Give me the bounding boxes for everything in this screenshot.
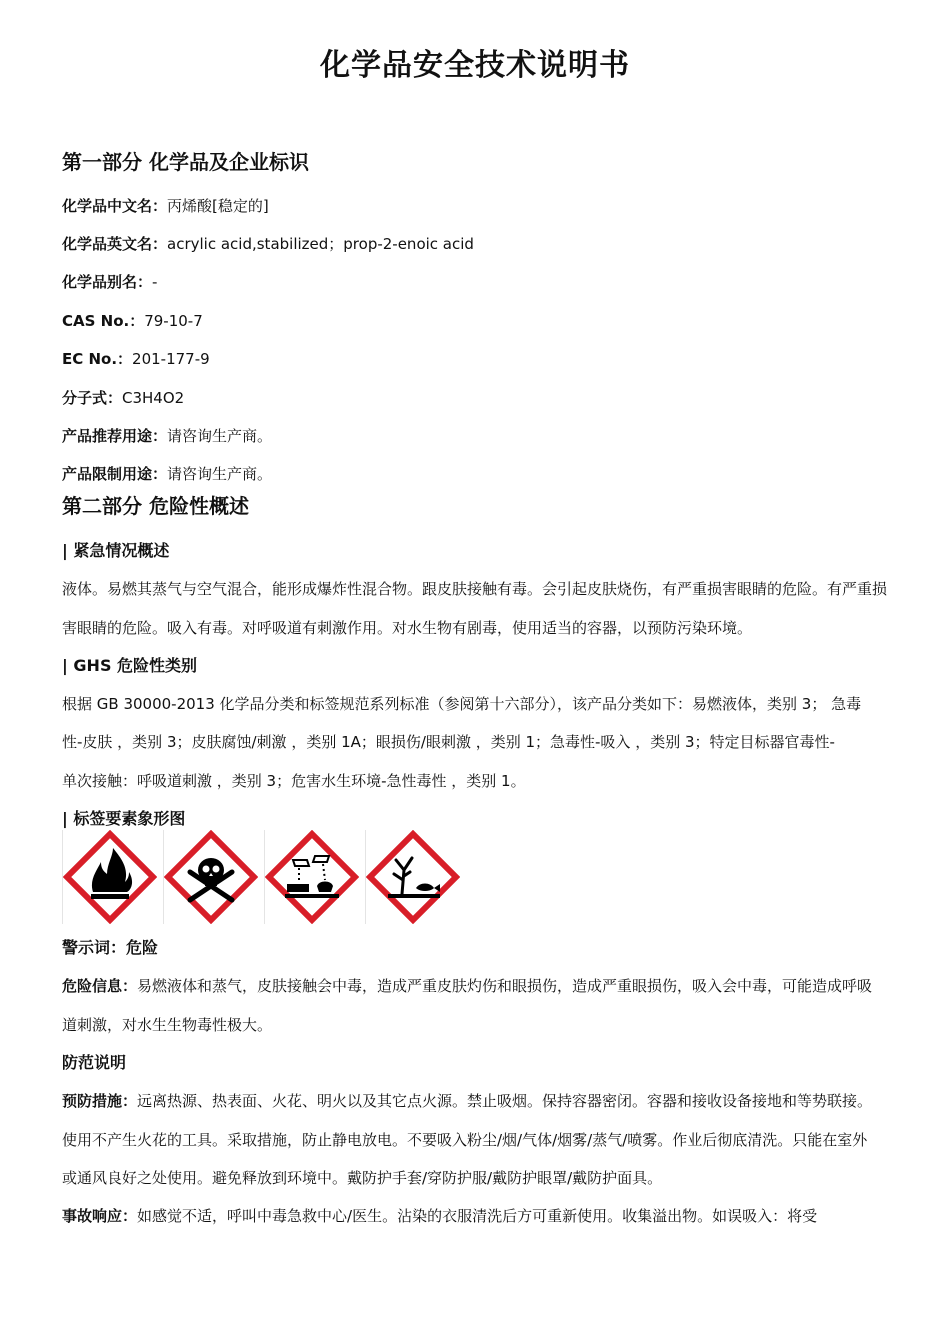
signal-word: 警示词：危险: [62, 938, 159, 957]
response-line: [62, 1205, 817, 1226]
field-label: EC No.：: [62, 350, 133, 368]
field-english-name: [62, 233, 474, 254]
prevention-text: 远离热源、热表面、火花、明火以及其它点火源。禁止吸烟。保持容器密闭。容器和接收设备接地和等势联接。: [137, 1092, 873, 1110]
prevention-line: [62, 1090, 872, 1111]
field-label: 产品限制用途：: [62, 465, 168, 483]
field-label: 产品推荐用途：: [62, 427, 168, 445]
field-label: 化学品别名：: [62, 273, 153, 291]
field-ec-no: [62, 348, 210, 369]
field-label: 化学品中文名：: [62, 197, 168, 215]
field-restricted-use: [62, 463, 272, 484]
field-value: 丙烯酸[稳定的]: [167, 197, 269, 215]
hazard-text: 易燃液体和蒸气，皮肤接触会中毒，造成严重皮肤灼伤和眼损伤，造成严重眼损伤，吸入会中毒，可能造成呼吸: [137, 977, 873, 995]
corrosion-icon: [264, 830, 359, 924]
prevention-line: 或通风良好之处使用。避免释放到环境中。戴防护手套/穿防护服/戴防护眼罩/戴防护面具。: [62, 1169, 663, 1187]
field-value: 请咨询生产商。: [167, 465, 273, 483]
hazard-label: 危险信息：: [62, 977, 138, 995]
field-label: 化学品英文名：: [62, 235, 168, 253]
hazard-line: [62, 975, 872, 996]
ghs-line: 性-皮肤 ，类别 3；皮肤腐蚀/刺激 ，类别 1A；眼损伤/眼刺激 ，类别 1；急毒性-吸入 ，类别 3；特定目标器官毒性-: [62, 733, 835, 751]
environment-icon: [365, 830, 460, 924]
field-label: CAS No.：: [62, 312, 145, 330]
skull-crossbones-icon: [163, 830, 258, 924]
field-alias: [62, 271, 157, 292]
ghs-line: 单次接触：呼吸道刺激 ，类别 3；危害水生环境-急性毒性 ，类别 1。: [62, 772, 526, 790]
field-value: -: [152, 273, 158, 291]
field-value: 201-177-9: [132, 350, 210, 368]
field-value: 请咨询生产商。: [167, 427, 273, 445]
emergency-line: 害眼睛的危险。吸入有毒。对呼吸道有刺激作用。对水生物有剧毒，使用适当的容器，以预防污染环境。: [62, 619, 753, 637]
field-value: acrylic acid,stabilized；prop-2-enoic acid: [167, 235, 474, 253]
section-1-heading: 第一部分 化学品及企业标识: [62, 150, 309, 174]
pictogram-heading: | 标签要素象形图: [62, 809, 186, 828]
document-title: 化学品安全技术说明书: [320, 48, 630, 83]
prevention-label: 预防措施：: [62, 1092, 138, 1110]
hazard-line: 道刺激，对水生生物毒性极大。: [62, 1016, 273, 1034]
field-value: 79-10-7: [144, 312, 203, 330]
emergency-overview-heading: | 紧急情况概述: [62, 541, 170, 560]
field-value: C3H4O2: [122, 389, 185, 407]
field-label: 分子式：: [62, 389, 123, 407]
response-text: 如感觉不适，呼叫中毒急救中心/医生。沾染的衣服清洗后方可重新使用。收集溢出物。如误吸入：将受: [137, 1207, 818, 1225]
field-recommended-use: [62, 425, 272, 446]
response-label: 事故响应：: [62, 1207, 138, 1225]
precaution-heading: 防范说明: [62, 1053, 127, 1072]
field-formula: [62, 387, 184, 408]
emergency-line: 液体。易燃其蒸气与空气混合，能形成爆炸性混合物。跟皮肤接触有毒。会引起皮肤烧伤，有严重损害眼睛的危险。有严重损: [62, 580, 888, 598]
flame-icon: [62, 830, 157, 924]
section-2-heading: 第二部分 危险性概述: [62, 494, 249, 518]
prevention-line: 使用不产生火花的工具。采取措施，防止静电放电。不要吸入粉尘/烟/气体/烟雾/蒸气/喷雾。作业后彻底清洗。只能在室外: [62, 1131, 868, 1149]
ghs-class-heading: | GHS 危险性类别: [62, 656, 198, 675]
field-cas-no: [62, 310, 203, 331]
pictogram-row: [62, 830, 460, 924]
ghs-line: 根据 GB 30000-2013 化学品分类和标签规范系列标准（参阅第十六部分），该产品分类如下：易燃液体，类别 3； 急毒: [62, 695, 862, 713]
field-chinese-name: [62, 195, 269, 216]
